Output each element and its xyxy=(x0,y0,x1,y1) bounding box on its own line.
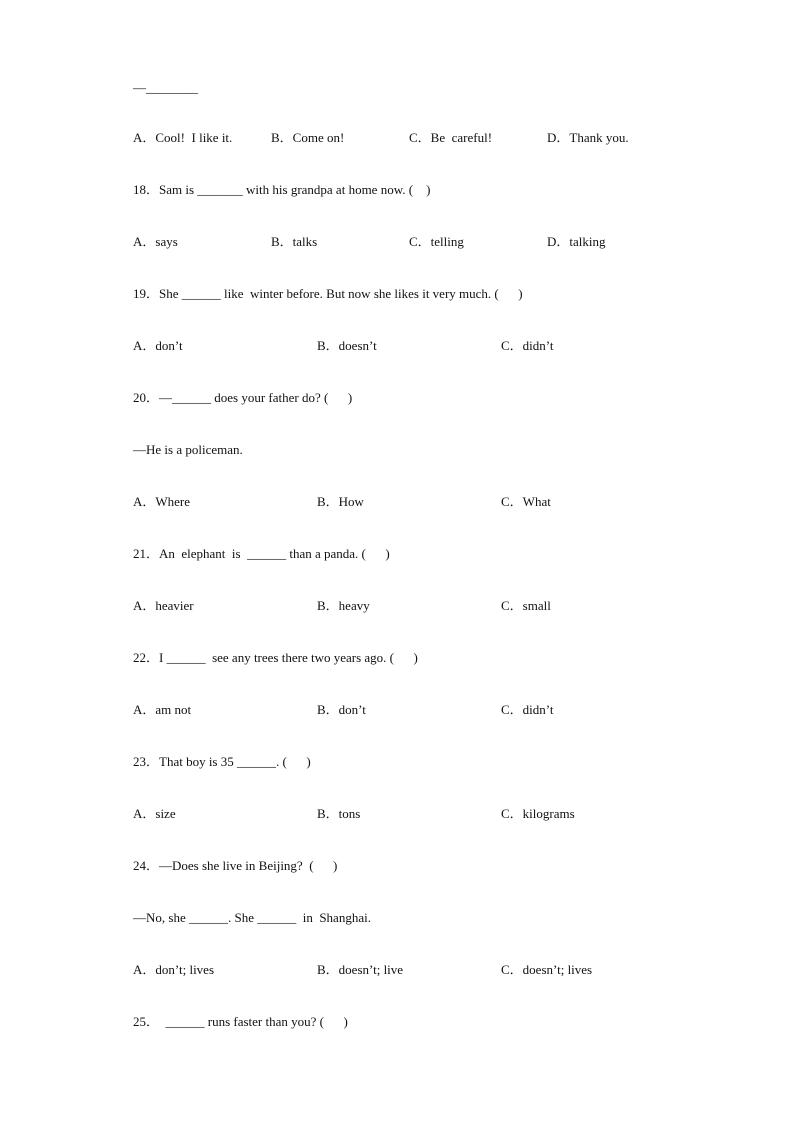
q19-option-c[interactable]: C．didn’t xyxy=(501,338,554,353)
question-23: 23．That boy is 35 ______. ( ) xyxy=(133,754,311,769)
q22-option-c[interactable]: C．didn’t xyxy=(501,702,554,717)
q18-option-d[interactable]: D．talking xyxy=(547,234,606,249)
q23-option-b[interactable]: B．tons xyxy=(317,806,361,821)
q20-option-a[interactable]: A．Where xyxy=(133,494,191,509)
q21-option-b[interactable]: B．heavy xyxy=(317,598,370,613)
q17-option-d[interactable]: D．Thank you. xyxy=(547,130,629,145)
question-24: 24．—Does she live in Beijing? ( ) xyxy=(133,858,338,873)
q20-answer: —He is a policeman. xyxy=(133,442,243,457)
q24-answer: —No, she ______. She ______ in Shanghai. xyxy=(133,910,371,925)
q24-option-a[interactable]: A．don’t; lives xyxy=(133,962,215,977)
q20-option-c[interactable]: C．What xyxy=(501,494,551,509)
q22-option-a[interactable]: A．am not xyxy=(133,702,192,717)
q21-option-a[interactable]: A．heavier xyxy=(133,598,194,613)
question-22: 22．I ______ see any trees there two years ago. ( ) xyxy=(133,650,418,665)
q23-option-c[interactable]: C．kilograms xyxy=(501,806,575,821)
question-21: 21．An elephant is ______ than a panda. ( ) xyxy=(133,546,390,561)
q22-option-b[interactable]: B．don’t xyxy=(317,702,366,717)
q17-option-a[interactable]: A．Cool! I like it. xyxy=(133,130,233,145)
q18-option-a[interactable]: A．says xyxy=(133,234,178,249)
q21-option-c[interactable]: C．small xyxy=(501,598,551,613)
q18-option-c[interactable]: C．telling xyxy=(409,234,464,249)
q18-option-b[interactable]: B．talks xyxy=(271,234,318,249)
question-18: 18．Sam is _______ with his grandpa at home now. ( ) xyxy=(133,182,431,197)
question-19: 19．She ______ like winter before. But now she likes it very much. ( ) xyxy=(133,286,523,301)
q23-option-a[interactable]: A．size xyxy=(133,806,176,821)
q17-option-c[interactable]: C．Be careful! xyxy=(409,130,493,145)
q24-option-b[interactable]: B．doesn’t; live xyxy=(317,962,404,977)
q19-option-a[interactable]: A．don’t xyxy=(133,338,183,353)
q24-option-c[interactable]: C．doesn’t; lives xyxy=(501,962,593,977)
question-25: 25． ______ runs faster than you? ( ) xyxy=(133,1014,348,1029)
q20-option-b[interactable]: B．How xyxy=(317,494,364,509)
q17-option-b[interactable]: B．Come on! xyxy=(271,130,345,145)
question-20: 20．—______ does your father do? ( ) xyxy=(133,390,353,405)
q17-answer-blank: —________ xyxy=(133,80,198,95)
q19-option-b[interactable]: B．doesn’t xyxy=(317,338,377,353)
